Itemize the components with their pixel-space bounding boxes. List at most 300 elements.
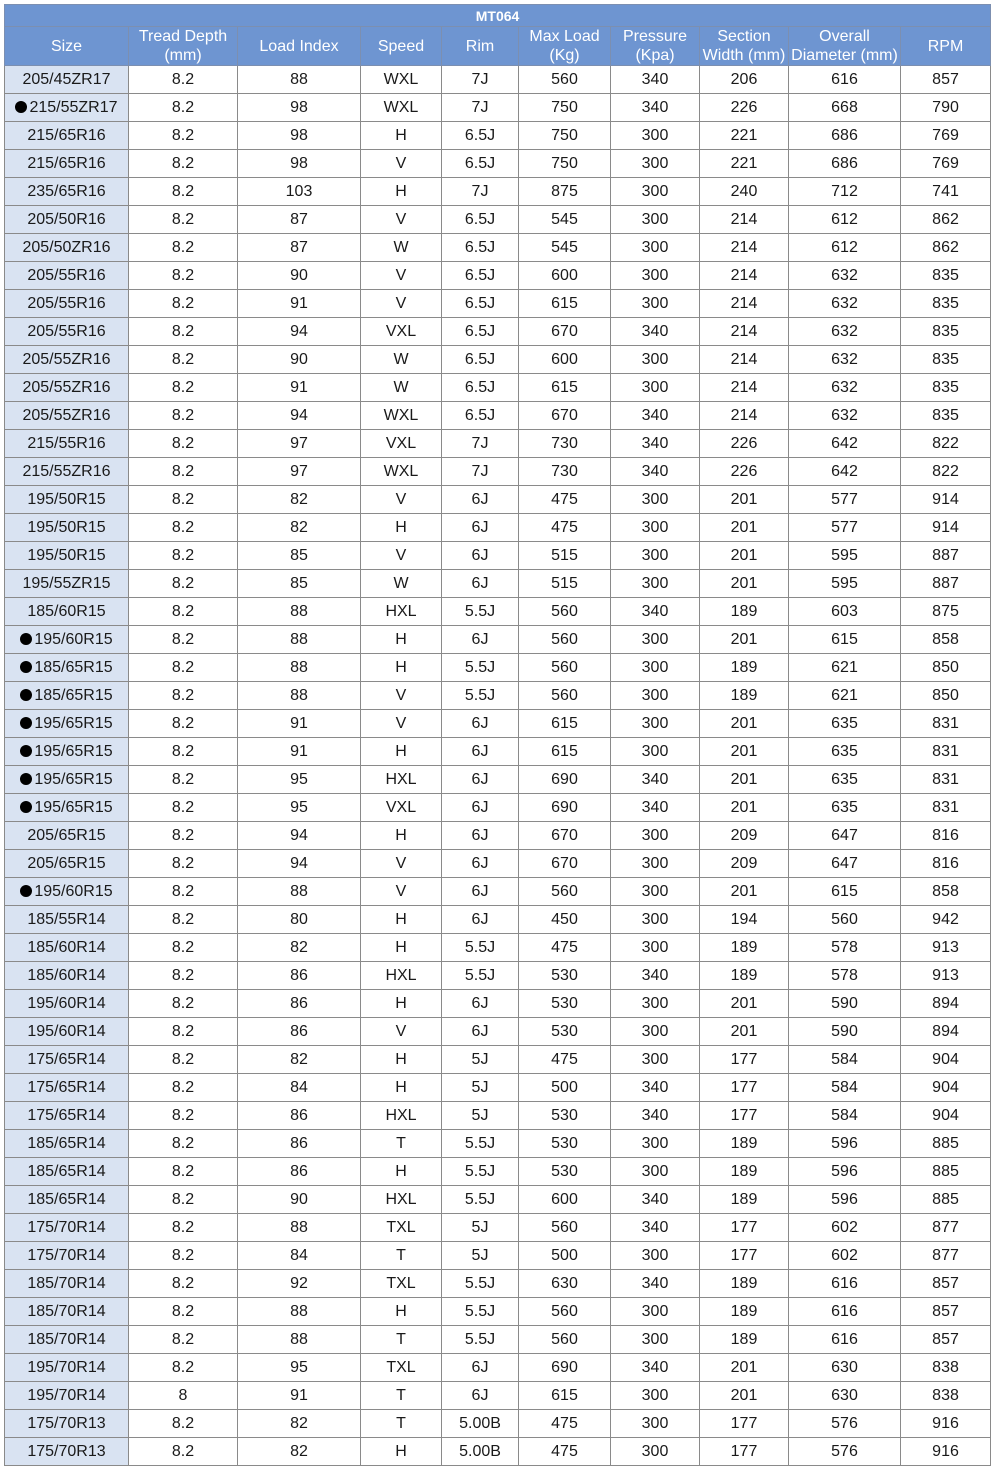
table-row	[5, 1438, 991, 1466]
cell-pressure	[611, 1158, 700, 1186]
cell-section-width	[700, 598, 789, 626]
cell-text: 8.2	[171, 1134, 195, 1152]
cell-load-index	[238, 1018, 361, 1046]
cell-text: 635	[831, 798, 858, 816]
table-row	[5, 626, 991, 654]
cell-text: 875	[551, 182, 578, 200]
cell-text: 5.5J	[464, 1162, 496, 1180]
cell-text: 189	[730, 938, 758, 956]
cell-pressure	[611, 1326, 700, 1354]
cell-speed	[361, 598, 442, 626]
cell-text: 904	[932, 1078, 959, 1096]
cell-text: 831	[932, 714, 959, 732]
cell-text: 195/65R15	[34, 798, 113, 816]
cell-max-load	[519, 178, 611, 206]
table-row	[5, 206, 991, 234]
table-row	[5, 1242, 991, 1270]
table-row	[5, 654, 991, 682]
cell-text: 85	[290, 546, 308, 564]
cell-tread-depth	[129, 850, 238, 878]
cell-text: 8.2	[171, 490, 195, 508]
cell-text: 6J	[471, 630, 489, 648]
cell-pressure	[611, 290, 700, 318]
cell-text: 205/55R16	[27, 294, 106, 312]
cell-max-load	[519, 934, 611, 962]
cell-load-index	[238, 458, 361, 486]
cell-text: 98	[290, 126, 308, 144]
table-title-row	[5, 5, 991, 27]
cell-text: 8.2	[171, 98, 195, 116]
cell-text: 177	[730, 1246, 758, 1264]
cell-text: 340	[641, 434, 669, 452]
cell-max-load	[519, 1298, 611, 1326]
cell-load-index	[238, 402, 361, 430]
cell-overall-diameter	[789, 1102, 901, 1130]
cell-text: TXL	[386, 1218, 416, 1236]
cell-max-load	[519, 542, 611, 570]
cell-text: 914	[932, 518, 959, 536]
cell-size	[5, 1382, 129, 1410]
cell-text: 576	[831, 1442, 858, 1460]
table-row	[5, 682, 991, 710]
cell-rim	[442, 682, 519, 710]
cell-text: 862	[932, 210, 959, 228]
cell-section-width	[700, 766, 789, 794]
cell-text: 90	[290, 1190, 308, 1208]
cell-section-width	[700, 682, 789, 710]
cell-text: 885	[932, 1190, 959, 1208]
cell-speed	[361, 290, 442, 318]
cell-text: V	[395, 266, 407, 284]
cell-load-index	[238, 1242, 361, 1270]
cell-speed	[361, 402, 442, 430]
cell-rim	[442, 626, 519, 654]
cell-rim	[442, 318, 519, 346]
cell-speed	[361, 738, 442, 766]
black-dot-icon	[20, 717, 32, 729]
cell-text: W	[393, 238, 409, 256]
cell-rpm	[901, 766, 991, 794]
cell-overall-diameter	[789, 206, 901, 234]
cell-size	[5, 766, 129, 794]
cell-text: 8.2	[171, 154, 195, 172]
cell-load-index	[238, 66, 361, 94]
cell-text: 475	[551, 1442, 578, 1460]
table-row	[5, 1410, 991, 1438]
cell-rim	[442, 794, 519, 822]
cell-text: 6J	[471, 518, 489, 536]
cell-section-width	[700, 206, 789, 234]
cell-text: 215/55ZR17	[29, 98, 118, 116]
cell-pressure	[611, 486, 700, 514]
cell-size	[5, 234, 129, 262]
cell-pressure	[611, 962, 700, 990]
cell-pressure	[611, 178, 700, 206]
cell-text: H	[395, 742, 407, 760]
cell-tread-depth	[129, 1410, 238, 1438]
black-dot-icon	[20, 633, 32, 645]
cell-text: 185/65R15	[34, 658, 113, 676]
cell-text: 340	[641, 1358, 669, 1376]
cell-pressure	[611, 66, 700, 94]
cell-text: 340	[641, 1078, 669, 1096]
cell-text: H	[395, 910, 407, 928]
cell-overall-diameter	[789, 514, 901, 542]
cell-rim	[442, 1298, 519, 1326]
cell-text: 5J	[471, 1050, 489, 1068]
black-dot-icon	[20, 885, 32, 897]
cell-text: 195/70R14	[27, 1358, 106, 1376]
column-header-overall-diameter: Overall Diameter (mm)	[789, 27, 901, 66]
cell-text: 175/70R14	[27, 1218, 106, 1236]
cell-text: 8.2	[171, 322, 195, 340]
cell-text: 8.2	[171, 714, 195, 732]
cell-pressure	[611, 1354, 700, 1382]
cell-size	[5, 1130, 129, 1158]
cell-load-index	[238, 682, 361, 710]
cell-speed	[361, 1298, 442, 1326]
cell-text: 835	[932, 350, 959, 368]
cell-text: 98	[290, 98, 308, 116]
cell-text: 185/60R14	[27, 966, 106, 984]
cell-text: 5.5J	[464, 602, 496, 620]
cell-text: 201	[730, 518, 758, 536]
cell-text: 85	[290, 574, 308, 592]
cell-text: 8.2	[171, 434, 195, 452]
cell-section-width	[700, 122, 789, 150]
cell-text: 5J	[471, 1078, 489, 1096]
cell-text: V	[395, 210, 407, 228]
cell-max-load	[519, 206, 611, 234]
cell-text: 8.2	[171, 1162, 195, 1180]
cell-size	[5, 710, 129, 738]
cell-section-width	[700, 794, 789, 822]
cell-text: 576	[831, 1414, 858, 1432]
cell-text: 215/65R16	[27, 126, 106, 144]
cell-text: VXL	[385, 434, 417, 452]
cell-text: 90	[290, 266, 308, 284]
cell-text: 616	[831, 1330, 858, 1348]
cell-text: 201	[730, 798, 758, 816]
table-row	[5, 150, 991, 178]
cell-rpm	[901, 150, 991, 178]
cell-overall-diameter	[789, 94, 901, 122]
cell-text: 670	[551, 854, 578, 872]
cell-overall-diameter	[789, 766, 901, 794]
cell-text: 214	[730, 322, 758, 340]
cell-text: 822	[932, 462, 959, 480]
cell-rim	[442, 1270, 519, 1298]
cell-load-index	[238, 346, 361, 374]
cell-load-index	[238, 1382, 361, 1410]
cell-load-index	[238, 962, 361, 990]
cell-overall-diameter	[789, 1270, 901, 1298]
cell-rim	[442, 822, 519, 850]
cell-rpm	[901, 1382, 991, 1410]
cell-text: 82	[290, 518, 308, 536]
cell-text: 209	[730, 826, 758, 844]
cell-tread-depth	[129, 1242, 238, 1270]
cell-text: 560	[551, 602, 578, 620]
table-row	[5, 1298, 991, 1326]
cell-overall-diameter	[789, 990, 901, 1018]
cell-max-load	[519, 1382, 611, 1410]
cell-text: 300	[641, 1414, 669, 1432]
cell-load-index	[238, 1326, 361, 1354]
cell-text: 6.5J	[464, 126, 496, 144]
cell-rpm	[901, 682, 991, 710]
cell-text: 6J	[471, 490, 489, 508]
cell-size	[5, 878, 129, 906]
cell-tread-depth	[129, 1270, 238, 1298]
cell-max-load	[519, 962, 611, 990]
cell-tread-depth	[129, 178, 238, 206]
cell-load-index	[238, 1270, 361, 1298]
cell-pressure	[611, 738, 700, 766]
cell-size	[5, 514, 129, 542]
cell-overall-diameter	[789, 850, 901, 878]
cell-text: 816	[932, 854, 959, 872]
cell-text: 816	[932, 826, 959, 844]
cell-size	[5, 150, 129, 178]
table-row	[5, 710, 991, 738]
cell-overall-diameter	[789, 234, 901, 262]
cell-size	[5, 318, 129, 346]
cell-text: HXL	[385, 1106, 417, 1124]
cell-text: 630	[831, 1358, 858, 1376]
table-row	[5, 1354, 991, 1382]
cell-overall-diameter	[789, 290, 901, 318]
cell-text: 177	[730, 1078, 758, 1096]
cell-text: 612	[831, 210, 858, 228]
cell-section-width	[700, 290, 789, 318]
cell-text: 201	[730, 574, 758, 592]
cell-text: H	[395, 1302, 407, 1320]
cell-text: 835	[932, 294, 959, 312]
cell-load-index	[238, 178, 361, 206]
cell-text: 600	[551, 266, 578, 284]
cell-pressure	[611, 206, 700, 234]
cell-text: 475	[551, 1050, 578, 1068]
cell-text: 205/50ZR16	[22, 238, 111, 256]
cell-tread-depth	[129, 906, 238, 934]
cell-text: 475	[551, 490, 578, 508]
cell-text: 5.00B	[459, 1414, 501, 1432]
cell-tread-depth	[129, 570, 238, 598]
cell-overall-diameter	[789, 1354, 901, 1382]
cell-text: 8.2	[171, 910, 195, 928]
cell-max-load	[519, 682, 611, 710]
cell-text: TXL	[386, 1358, 416, 1376]
cell-speed	[361, 878, 442, 906]
cell-text: 91	[290, 714, 308, 732]
cell-tread-depth	[129, 430, 238, 458]
cell-tread-depth	[129, 150, 238, 178]
cell-rim	[442, 234, 519, 262]
cell-max-load	[519, 598, 611, 626]
cell-text: 201	[730, 770, 758, 788]
cell-text: 300	[641, 938, 669, 956]
cell-text: 5.5J	[464, 1190, 496, 1208]
cell-pressure	[611, 934, 700, 962]
cell-text: 887	[932, 546, 959, 564]
cell-speed	[361, 430, 442, 458]
cell-text: 584	[831, 1106, 858, 1124]
cell-text: 185/65R15	[34, 686, 113, 704]
cell-size	[5, 1354, 129, 1382]
cell-text: 300	[641, 1442, 669, 1460]
cell-tread-depth	[129, 878, 238, 906]
cell-text: 5.00B	[459, 1442, 501, 1460]
cell-speed	[361, 178, 442, 206]
cell-section-width	[700, 1046, 789, 1074]
cell-text: 300	[641, 1386, 669, 1404]
cell-rpm	[901, 1270, 991, 1298]
cell-text: 8.2	[171, 1302, 195, 1320]
cell-speed	[361, 1326, 442, 1354]
cell-overall-diameter	[789, 570, 901, 598]
cell-text: 205/55R16	[27, 322, 106, 340]
cell-size	[5, 654, 129, 682]
cell-load-index	[238, 1298, 361, 1326]
cell-text: 95	[290, 770, 308, 788]
cell-size	[5, 1298, 129, 1326]
cell-text: 195/60R14	[27, 994, 106, 1012]
cell-text: 632	[831, 266, 858, 284]
cell-text: 730	[551, 434, 578, 452]
cell-rpm	[901, 1242, 991, 1270]
cell-rpm	[901, 850, 991, 878]
cell-text: 635	[831, 770, 858, 788]
cell-pressure	[611, 682, 700, 710]
cell-load-index	[238, 318, 361, 346]
cell-rim	[442, 1102, 519, 1130]
cell-text: 916	[932, 1442, 959, 1460]
cell-text: 750	[551, 154, 578, 172]
cell-load-index	[238, 822, 361, 850]
cell-size	[5, 94, 129, 122]
cell-text: 8.2	[171, 70, 195, 88]
cell-text: 578	[831, 938, 858, 956]
cell-text: H	[395, 1078, 407, 1096]
cell-tread-depth	[129, 122, 238, 150]
cell-text: 300	[641, 714, 669, 732]
cell-rpm	[901, 738, 991, 766]
cell-rpm	[901, 990, 991, 1018]
cell-rim	[442, 878, 519, 906]
cell-pressure	[611, 374, 700, 402]
cell-text: 835	[932, 406, 959, 424]
cell-rpm	[901, 878, 991, 906]
cell-text: 189	[730, 1190, 758, 1208]
cell-text: 584	[831, 1050, 858, 1068]
cell-text: 545	[551, 238, 578, 256]
cell-text: 530	[551, 1162, 578, 1180]
cell-pressure	[611, 514, 700, 542]
table-row	[5, 458, 991, 486]
cell-max-load	[519, 766, 611, 794]
cell-section-width	[700, 1186, 789, 1214]
cell-rim	[442, 458, 519, 486]
cell-text: 875	[932, 602, 959, 620]
cell-section-width	[700, 990, 789, 1018]
cell-text: 615	[551, 1386, 578, 1404]
cell-tread-depth	[129, 318, 238, 346]
tire-spec-table	[4, 4, 991, 1466]
cell-pressure	[611, 542, 700, 570]
cell-text: 91	[290, 1386, 308, 1404]
cell-pressure	[611, 346, 700, 374]
cell-speed	[361, 542, 442, 570]
cell-text: 195/50R15	[27, 518, 106, 536]
cell-tread-depth	[129, 962, 238, 990]
cell-speed	[361, 66, 442, 94]
cell-text: 632	[831, 406, 858, 424]
cell-text: 560	[551, 1302, 578, 1320]
cell-pressure	[611, 1410, 700, 1438]
table-row	[5, 934, 991, 962]
cell-text: 621	[831, 686, 858, 704]
cell-rpm	[901, 1130, 991, 1158]
cell-rpm	[901, 542, 991, 570]
cell-text: 214	[730, 378, 758, 396]
cell-speed	[361, 682, 442, 710]
cell-text: 205/55ZR16	[22, 406, 111, 424]
cell-rim	[442, 486, 519, 514]
cell-load-index	[238, 122, 361, 150]
cell-load-index	[238, 850, 361, 878]
cell-text: 8.2	[171, 182, 195, 200]
cell-text: 8.2	[171, 966, 195, 984]
cell-overall-diameter	[789, 318, 901, 346]
cell-rpm	[901, 1438, 991, 1466]
cell-text: 185/65R14	[27, 1190, 106, 1208]
cell-text: T	[396, 1134, 406, 1152]
cell-rpm	[901, 514, 991, 542]
cell-text: 600	[551, 1190, 578, 1208]
cell-text: 177	[730, 1442, 758, 1460]
cell-max-load	[519, 1186, 611, 1214]
cell-text: 5J	[471, 1246, 489, 1264]
cell-text: 8.2	[171, 742, 195, 760]
cell-text: 5J	[471, 1218, 489, 1236]
cell-max-load	[519, 1242, 611, 1270]
cell-speed	[361, 94, 442, 122]
cell-text: 340	[641, 1190, 669, 1208]
cell-text: V	[395, 1022, 407, 1040]
cell-text: 838	[932, 1358, 959, 1376]
cell-rim	[442, 906, 519, 934]
cell-section-width	[700, 1382, 789, 1410]
cell-text: 300	[641, 854, 669, 872]
cell-text: V	[395, 490, 407, 508]
cell-size	[5, 1018, 129, 1046]
cell-max-load	[519, 374, 611, 402]
cell-max-load	[519, 346, 611, 374]
cell-text: 8.2	[171, 826, 195, 844]
cell-text: 595	[831, 546, 858, 564]
cell-pressure	[611, 262, 700, 290]
cell-text: 86	[290, 1162, 308, 1180]
cell-tread-depth	[129, 990, 238, 1018]
table-row	[5, 346, 991, 374]
cell-text: V	[395, 546, 407, 564]
cell-text: 6J	[471, 1358, 489, 1376]
cell-text: 904	[932, 1050, 959, 1068]
cell-max-load	[519, 486, 611, 514]
cell-load-index	[238, 710, 361, 738]
cell-text: 340	[641, 462, 669, 480]
